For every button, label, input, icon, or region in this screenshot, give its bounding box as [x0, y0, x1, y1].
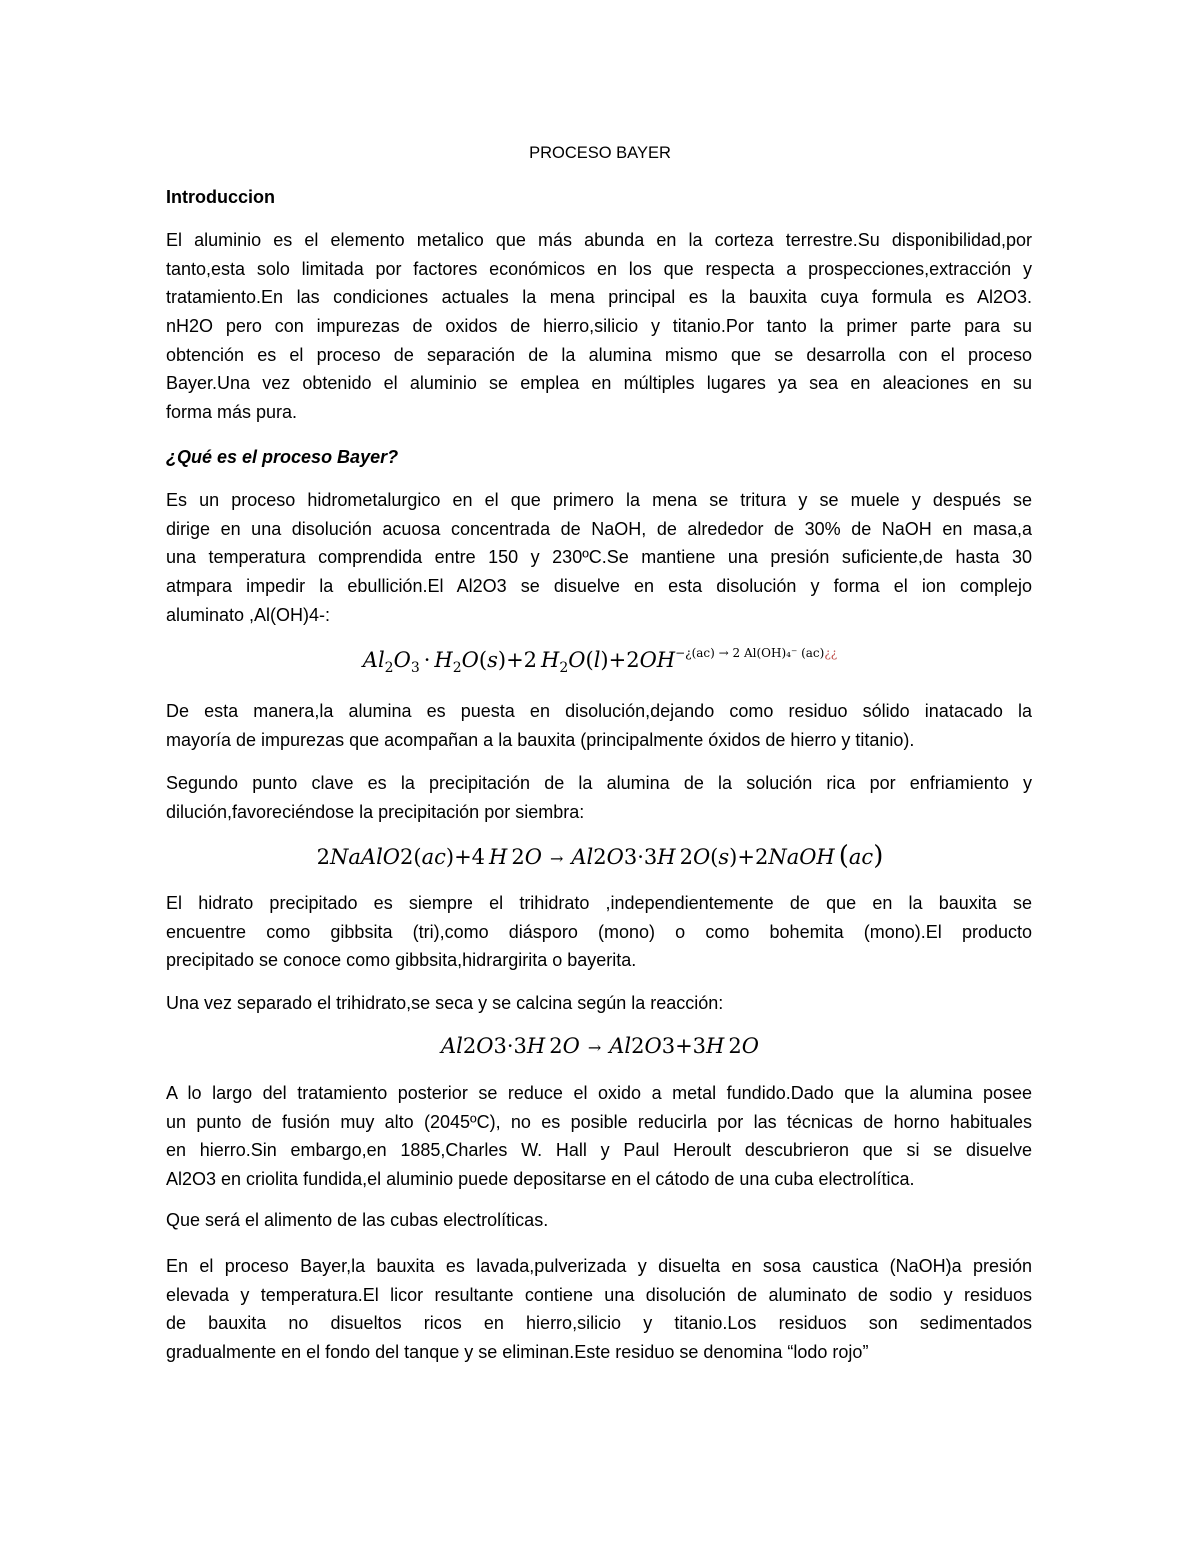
paragraph-line: tanto,esta solo limitada por factores económicos en los que respecta a prospecciones,extracción y	[166, 258, 1032, 279]
paragraph-line: Segundo punto clave es la precipitación de la alumina de la solución rica por enfriamiento y	[166, 773, 1032, 793]
equation-precipitation	[0, 836, 1200, 876]
equation-operator: (	[838, 841, 849, 871]
equation-operator: (	[585, 648, 594, 672]
paragraph-line: nH2O pero con impurezas de oxidos de hierro,silicio y titanio.Por tanto la primer parte para su	[166, 316, 1032, 337]
equation-term: 2	[400, 845, 414, 869]
document-title: PROCESO BAYER	[529, 144, 671, 162]
equation-arrow: →	[587, 1038, 602, 1057]
paragraph-alimento	[166, 1206, 1032, 1235]
equation-term: 2	[462, 1034, 477, 1058]
paragraph-line: elevada y temperatura.El licor resultante contiene una disolución de aluminato de sodio y residuos	[166, 1284, 1032, 1305]
paragraph-calcinacion	[166, 989, 1032, 1018]
paragraph-line: precipitado se conoce como gibbsita,hidrargirita o bayerita.	[166, 950, 637, 971]
equation-term: 3·3	[493, 1034, 527, 1058]
paragraph-line: Una vez separado el trihidrato,se seca y se calcina según la reacción:	[166, 993, 724, 1013]
equation-term: O	[562, 1034, 580, 1058]
equation-operator: (	[710, 845, 719, 869]
equation-superscript: −¿(ac) → 2 Al(OH)₄⁻ (ac)	[675, 646, 825, 660]
equation-calcination	[0, 1026, 1200, 1066]
equation-operator: )	[873, 841, 884, 871]
equation-term: O	[568, 648, 586, 672]
equation-term: Al	[362, 648, 385, 672]
heading-introduccion: Introduccion	[166, 187, 275, 207]
equation-arrow: →	[549, 849, 564, 868]
equation-term: 2	[593, 845, 607, 869]
equation-term: H	[526, 1034, 546, 1058]
equation-term: O	[692, 845, 711, 869]
paragraph-line: Bayer.Una vez obtenido el aluminio se emplea en múltiples lugares ya sea en aleaciones en su	[166, 373, 1032, 394]
paragraph-line: un punto de fusión muy alto (2045ºC), no es posible reducirla por las técnicas de horno habituales	[166, 1111, 1032, 1132]
paragraph-line: tratamiento.En las condiciones actuales la mena principal es la bauxita cuya formula es Al2O3.	[166, 287, 1032, 308]
equation-operator: )+4	[445, 845, 486, 869]
equation-term: NaAlO	[330, 845, 401, 869]
paragraph-line: A lo largo del tratamiento posterior se reduce el oxido a metal fundido.Dado que la alumina posee	[166, 1083, 1032, 1103]
paragraph-hidrato	[166, 889, 1032, 975]
equation-term: H	[489, 845, 508, 869]
paragraph-line: El aluminio es el elemento metalico que más abunda en la corteza terrestre.Su disponibilidad,por	[166, 230, 1032, 250]
equation-operator: )+2	[729, 845, 769, 869]
equation-term: Al	[441, 1034, 463, 1058]
paragraph-line: De esta manera,la alumina es puesta en disolución,dejando como residuo sólido inatacado la	[166, 701, 1032, 721]
equation-term: H	[706, 1034, 725, 1058]
equation-term: Al	[571, 845, 594, 869]
equation-operator: (	[478, 648, 488, 672]
equation-term: 2	[511, 845, 525, 869]
equation-operator: )+2	[497, 648, 538, 672]
equation-term: O	[524, 845, 542, 869]
equation-term: NaOH	[768, 845, 835, 869]
equation-term: H	[657, 845, 676, 869]
paragraph-line: dirige en una disolución acuosa concentrada de NaOH, de alrededor de 30% de NaOH en masa,a	[166, 518, 1032, 539]
equation-term: O	[741, 1034, 759, 1058]
equation-term: O	[476, 1034, 494, 1058]
equation-term: Al	[609, 1034, 632, 1058]
heading-que-es-el-proceso-bayer: ¿Qué es el proceso Bayer?	[166, 447, 399, 467]
equation-error-mark: ¿¿	[824, 646, 838, 660]
equation-operator: (	[413, 845, 422, 869]
equation-operator: ·	[423, 648, 431, 672]
equation-term: OH	[639, 648, 676, 672]
equation-subscript: 3	[410, 660, 420, 676]
paragraph-lodo-rojo	[166, 1252, 1032, 1367]
equation-term: 2	[316, 845, 331, 869]
paragraph-precipitacion	[166, 769, 1032, 826]
paragraph-line: en hierro.Sin embargo,en 1885,Charles W. Hall y Paul Heroult descubrieron que si se disuelve	[166, 1140, 1032, 1161]
equation-operator: )+2	[600, 648, 640, 672]
equation-subscript: 2	[384, 660, 394, 676]
paragraph-line: gradualmente en el fondo del tanque y se eliminan.Este residuo se denomina “lodo rojo”	[166, 1342, 869, 1363]
equation-subscript: 2	[559, 660, 569, 676]
paragraph-line: En el proceso Bayer,la bauxita es lavada,pulverizada y disuelta en sosa caustica (NaOH)a presión	[166, 1256, 1032, 1276]
equation-subscript: 2	[452, 660, 462, 676]
paragraph-line: atmpara impedir la ebullición.El Al2O3 se disuelve en esta disolución y forma el ion complejo	[166, 576, 1032, 597]
paragraph-introduccion	[166, 226, 1032, 427]
equation-term: O	[461, 648, 479, 672]
paragraph-line: Que será el alimento de las cubas electrolíticas.	[166, 1210, 549, 1230]
equation-term: s	[718, 845, 730, 869]
equation-term: H	[541, 648, 560, 672]
equation-term: 2	[631, 1034, 645, 1058]
equation-term: 3+3	[661, 1034, 707, 1058]
equation-term: O	[606, 845, 624, 869]
equation-term: 3·3	[623, 845, 658, 869]
paragraph-line: mayoría de impurezas que acompañan a la bauxita (principalmente óxidos de hierro y titanio).	[166, 729, 915, 750]
equation-term: 2	[549, 1034, 563, 1058]
paragraph-line: forma más pura.	[166, 402, 298, 423]
paragraph-line: de bauxita no disueltos ricos en hierro,silicio y titanio.Los residuos son sedimentados	[166, 1313, 1032, 1334]
equation-term: H	[434, 648, 453, 672]
equation-term: 2	[728, 1034, 742, 1058]
equation-term: ac	[848, 845, 874, 869]
equation-term: 2	[679, 845, 693, 869]
paragraph-line: Es un proceso hidrometalurgico en el que primero la mena se tritura y se muele y después se	[166, 490, 1032, 510]
paragraph-line: obtención es el proceso de separación de la alumina mismo que se desarrolla con el proceso	[166, 344, 1032, 365]
equation-term: O	[393, 648, 411, 672]
equation-term: l	[593, 648, 601, 672]
paragraph-proceso-description	[166, 486, 1032, 629]
paragraph-disolucion	[166, 697, 1032, 754]
paragraph-line: dilución,favoreciéndose la precipitación por siembra:	[166, 801, 585, 822]
paragraph-line: una temperatura comprendida entre 150 y 230ºC.Se mantiene una presión suficiente,de hasta 30	[166, 547, 1032, 568]
paragraph-line: El hidrato precipitado es siempre el trihidrato ,independientemente de que en la bauxita se	[166, 893, 1032, 913]
equation-dissolution	[0, 640, 1200, 680]
paragraph-line: aluminato ,Al(OH)4-:	[166, 604, 331, 625]
equation-term: ac	[421, 845, 446, 869]
equation-term: s	[487, 648, 498, 672]
equation-term: O	[644, 1034, 662, 1058]
paragraph-line: encuentre como gibbsita (tri),como diásporo (mono) o como bohemita (mono).El producto	[166, 921, 1032, 942]
paragraph-line: Al2O3 en criolita fundida,el aluminio puede depositarse en el cátodo de una cuba electrolítica.	[166, 1169, 915, 1190]
paragraph-reduccion	[166, 1079, 1032, 1194]
